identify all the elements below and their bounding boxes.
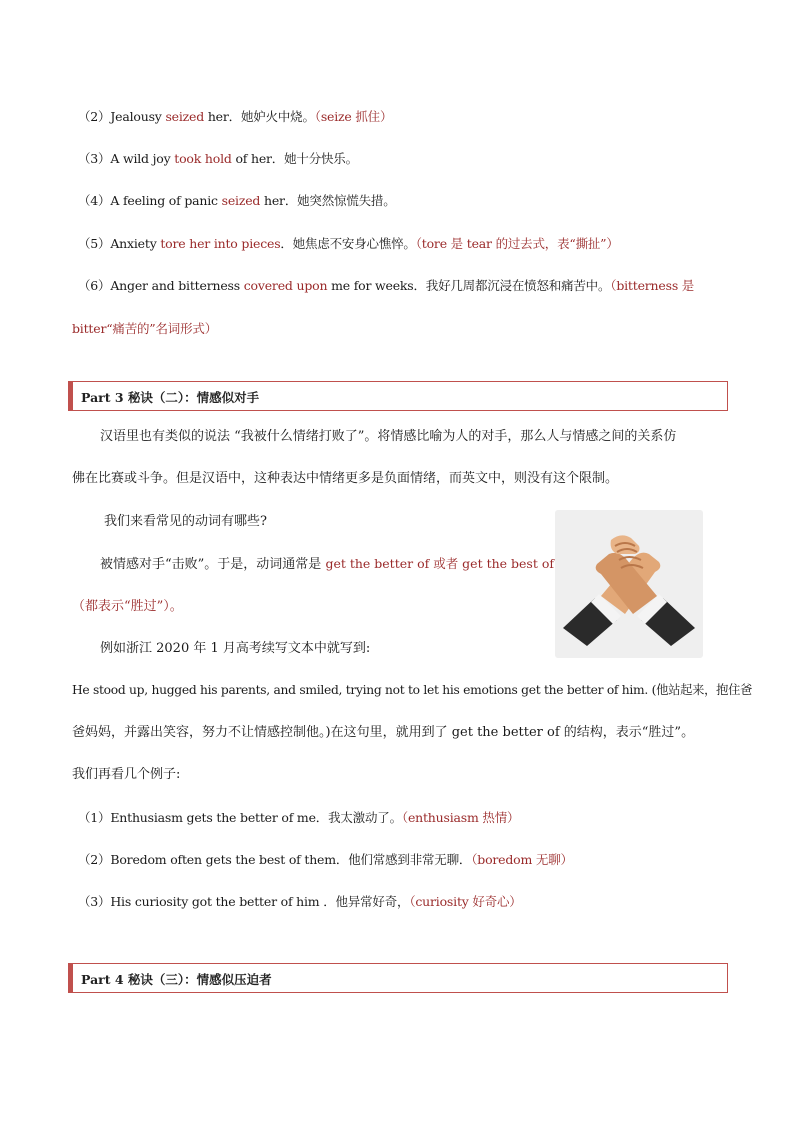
section-title: Part 4 秘诀（三）：情感似压迫者 <box>81 972 272 987</box>
list-item: （4）A feeling of panic seized her．她突然惊慌失措。 <box>78 193 396 208</box>
handshake-image <box>555 510 703 658</box>
list-item: （3）A wild joy took hold of her．她十分快乐。 <box>78 151 358 166</box>
list-item: （3）His curiosity got the better of him ．他异常好奇，（curiosity 好奇心） <box>78 894 522 909</box>
list-item: （6）Anger and bitterness covered upon me for weeks．我好几周都沉浸在愤怒和痛苦中。（bitterness 是 <box>78 278 695 293</box>
paragraph-line: 汉语里也有类似的说法 “我被什么情绪打败了”。将情感比喻为人的对手，那么人与情感之间的关系仿 <box>100 429 677 444</box>
paragraph-line: 佛在比赛或斗争。但是汉语中，这种表达中情绪更多是负面情绪，而英文中，则没有这个限制。 <box>72 471 619 486</box>
question-text: 我们来看常见的动词有哪些? <box>104 514 267 529</box>
list-item-continuation: bitter“痛苦的”名词形式） <box>72 321 217 336</box>
paragraph-line: 被情感对手“击败”。于是，动词通常是 get the better of 或者 get the best of <box>100 556 554 572</box>
section-title: Part 3 秘诀（二）：情感似对手 <box>81 390 260 405</box>
section-header-part4 <box>68 963 728 993</box>
example-line: He stood up, hugged his parents, and smiled, trying not to let his emotions get the better of him. (他站起来，抱住爸 <box>72 683 753 697</box>
list-item: （5）Anxiety tore her into pieces．她焦虑不安身心憔悴。（tore 是 tear 的过去式，表“撕扯”） <box>78 236 619 251</box>
example-line: 爸妈妈，并露出笑容，努力不让情感控制他。)在这句里，就用到了 get the better of 的结构，表示“胜过”。 <box>72 725 695 740</box>
paragraph-line: （都表示“胜过”）。 <box>72 599 183 614</box>
list-item: （2）Boredom often gets the best of them．他们常感到非常无聊．（boredom 无聊） <box>78 852 573 867</box>
list-item: （1）Enthusiasm gets the better of me．我太激动了。（enthusiasm 热情） <box>78 810 520 825</box>
list-item: （2）Jealousy seized her．她妒火中烧。（seize 抓住） <box>78 109 393 124</box>
paragraph-line: 我们再看几个例子: <box>72 767 181 782</box>
section-header-part3 <box>68 381 728 411</box>
paragraph-line: 例如浙江 2020 年 1 月高考续写文本中就写到: <box>100 641 371 656</box>
handshake-icon <box>555 510 703 658</box>
